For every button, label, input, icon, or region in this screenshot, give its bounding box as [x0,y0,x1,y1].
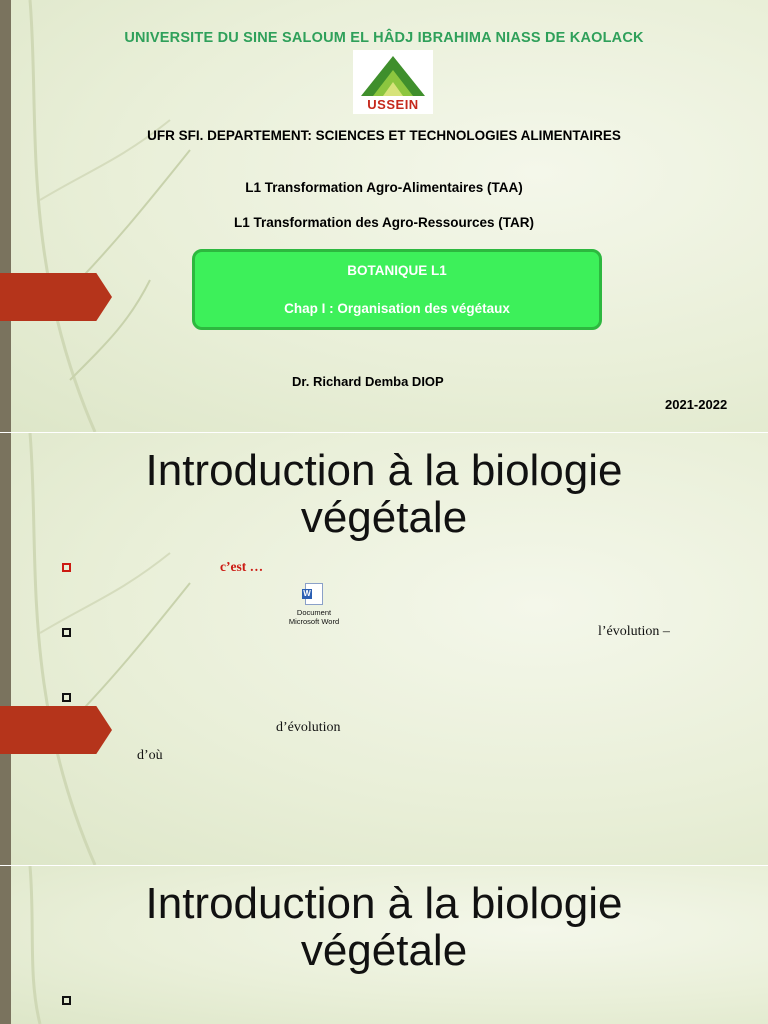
word-document-icon: W [305,583,323,605]
university-name: UNIVERSITE DU SINE SALOUM EL HÂDJ IBRAHIMA NIASS DE KAOLACK [124,30,644,46]
bullet2-text: l’évolution – [598,624,670,639]
department-line: UFR SFI. DEPARTEMENT: SCIENCES ET TECHNOLOGIES ALIMENTAIRES [147,128,621,143]
ussein-logo [353,50,433,114]
mountain-logo-icon [353,52,433,98]
bullet-square-icon [62,693,71,702]
slide-title-line1: Introduction à la biologie [145,879,623,928]
title-slide [0,0,768,432]
embedded-word-document[interactable] [286,583,342,626]
intro-slide-1 [0,433,768,865]
bullet3-text-1: d’évolution [276,720,341,735]
bullet-square-icon [62,563,71,572]
course-title: BOTANIQUE L1 [347,263,447,278]
course-box [192,249,602,330]
slide-title [0,880,768,974]
author-name: Dr. Richard Demba DIOP [292,374,444,389]
red-ribbon-marker [0,273,112,321]
word-doc-label-1: Document [296,608,332,617]
slide-title-line1: Introduction à la biologie [145,446,623,495]
bullet-square-icon [62,996,71,1005]
red-ribbon-marker [0,706,112,754]
program-tar: L1 Transformation des Agro-Ressources (TAR) [233,215,535,230]
slide-title [0,447,768,541]
slide-title-line2: végétale [300,926,468,975]
chapter-title: Chap I : Organisation des végétaux [284,301,510,316]
slide-title-line2: végétale [300,493,468,542]
academic-year: 2021-2022 [665,397,728,412]
bullet1-text: c’est … [220,559,264,574]
intro-slide-2 [0,866,768,1024]
program-taa: L1 Transformation Agro-Alimentaires (TAA) [245,180,523,195]
bullet-square-icon [62,628,71,637]
bullet3-text-2: d’où [137,748,163,763]
word-doc-label-2: Microsoft Word [288,617,340,626]
logo-text: USSEIN [367,97,419,112]
